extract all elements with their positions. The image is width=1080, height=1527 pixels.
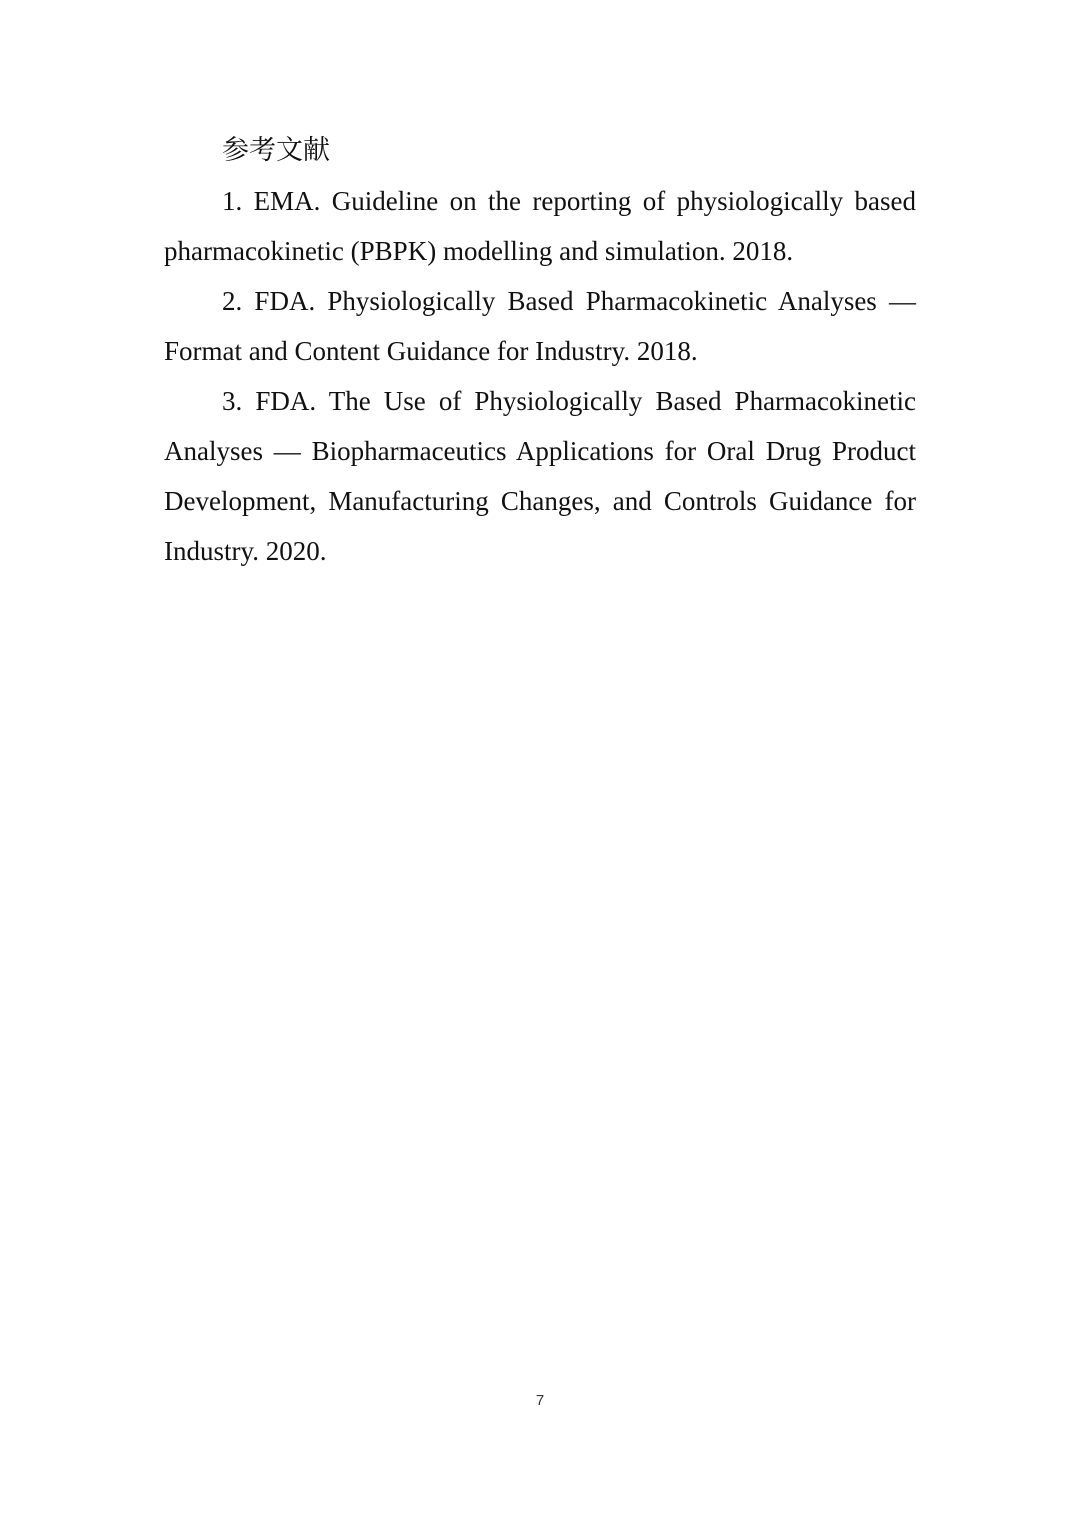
page-number: 7: [535, 1392, 545, 1409]
reference-item-1: 1. EMA. Guideline on the reporting of physiologically based pharmacokinetic (PBPK) modelling and simulation. 2018.: [164, 186, 916, 266]
reference-item-3: 3. FDA. The Use of Physiologically Based Pharmacokinetic Analyses — Biopharmaceutics Applications for Oral Drug Product Development, Manufacturing Changes, and Controls Guidance for Industry. 2020.: [164, 386, 916, 566]
references-heading: 参考文献: [222, 135, 330, 166]
references-section: [164, 126, 916, 576]
reference-item-2: 2. FDA. Physiologically Based Pharmacokinetic Analyses — Format and Content Guidance for Industry. 2018.: [164, 286, 916, 366]
